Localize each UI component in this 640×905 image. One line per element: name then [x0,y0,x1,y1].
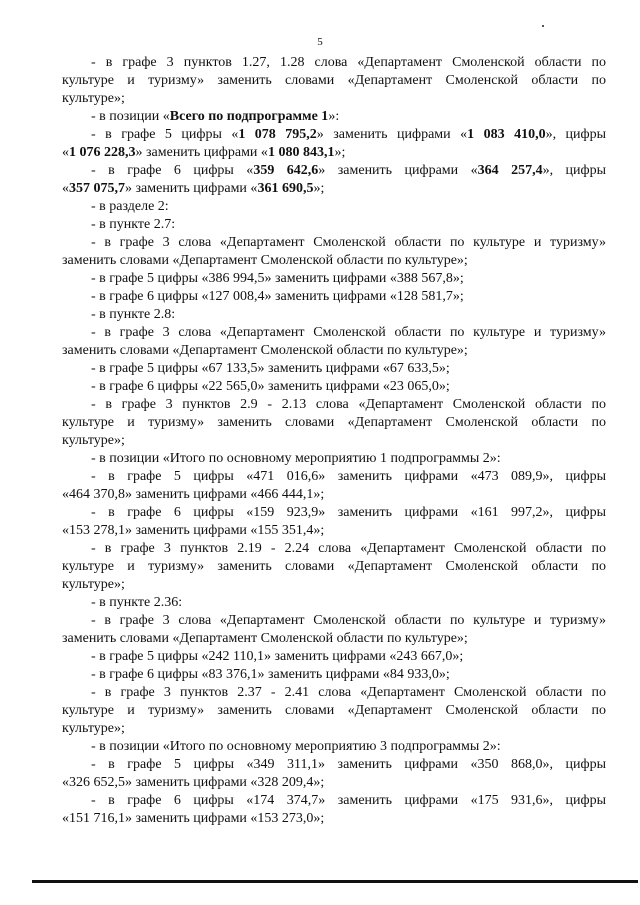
text-line [62,162,606,180]
text-segment: - в графе 3 слова «Департамент Смоленской области по культуре и туризму» [91,325,606,340]
text-line [62,54,606,72]
text-segment: культуре и туризму» заменить словами «Департамент Смоленской области по [62,559,606,574]
text-segment: - в графе 6 цифры «83 376,1» заменить цифрами «84 933,0»; [91,667,450,682]
text-segment: - в графе 3 пунктов 1.27, 1.28 слова «Департамент Смоленской области по [91,55,606,70]
text-line [62,702,606,720]
text-line [62,324,606,342]
text-segment: - в графе 6 цифры «159 923,9» заменить цифрами «161 997,2», цифры [91,505,606,520]
text-segment: заменить словами «Департамент Смоленской области по культуре»; [62,343,468,358]
text-segment: культуре и туризму» заменить словами «Департамент Смоленской области по [62,73,606,88]
text-segment: «153 278,1» заменить цифрами «155 351,4»; [62,523,325,538]
text-segment: - в графе 3 пунктов 2.37 - 2.41 слова «Департамент Смоленской области по [91,685,606,700]
bold-segment: 357 075,7 [69,181,125,196]
text-segment: « [62,145,69,160]
text-segment: - в графе 5 цифры «349 311,1» заменить цифрами «350 868,0», цифры [91,757,606,772]
text-segment: » заменить цифрами « [125,181,258,196]
text-segment: культуре и туризму» заменить словами «Департамент Смоленской области по [62,703,606,718]
bold-segment: Всего по подпрограмме 1 [169,109,329,124]
text-line [62,720,606,738]
text-segment: - в графе 6 цифры « [91,163,254,178]
text-segment: культуре»; [62,91,125,106]
text-segment: культуре»; [62,577,125,592]
text-segment: », цифры [545,127,607,142]
text-line [62,558,606,576]
text-line [62,126,606,144]
text-line [62,216,606,234]
text-segment: заменить словами «Департамент Смоленской области по культуре»; [62,631,468,646]
text-line [62,666,606,684]
text-line [62,360,606,378]
text-segment: - в графе 6 цифры «22 565,0» заменить цифрами «23 065,0»; [91,379,450,394]
bold-segment: 1 076 228,3 [69,145,136,160]
text-segment: - в позиции «Итого по основному мероприятию 3 подпрограммы 2»: [91,739,501,754]
text-segment: культуре и туризму» заменить словами «Департамент Смоленской области по [62,415,606,430]
page-number: 5 [317,36,323,48]
text-line [62,414,606,432]
text-segment: - в графе 3 слова «Департамент Смоленской области по культуре и туризму» [91,235,606,250]
document-body [62,54,606,828]
text-segment: »; [313,181,325,196]
bold-segment: 1 083 410,0 [467,127,546,142]
text-line [62,612,606,630]
text-line [62,306,606,324]
text-segment: - в графе 6 цифры «127 008,4» заменить цифрами «128 581,7»; [91,289,464,304]
text-line [62,180,606,198]
text-segment: «326 652,5» заменить цифрами «328 209,4»; [62,775,325,790]
text-segment: - в графе 6 цифры «174 374,7» заменить цифрами «175 931,6», цифры [91,793,606,808]
text-line [62,108,606,126]
text-line [62,774,606,792]
text-segment: - в графе 3 слова «Департамент Смоленской области по культуре и туризму» [91,613,606,628]
text-segment: » заменить цифрами « [135,145,268,160]
text-line [62,630,606,648]
text-segment: » заменить цифрами « [316,127,468,142]
text-segment: »; [334,145,346,160]
text-line [62,432,606,450]
text-line [62,288,606,306]
text-line [62,504,606,522]
text-line [62,792,606,810]
text-segment: - в графе 5 цифры «471 016,6» заменить цифрами «473 089,9», цифры [91,469,606,484]
text-segment: »: [328,109,340,124]
text-segment: - в позиции «Итого по основному мероприятию 1 подпрограммы 2»: [91,451,501,466]
text-segment: «151 716,1» заменить цифрами «153 273,0»; [62,811,325,826]
text-line [62,756,606,774]
text-segment: культуре»; [62,721,125,736]
text-segment: «464 370,8» заменить цифрами «466 444,1»; [62,487,325,502]
text-line [62,540,606,558]
text-line [62,810,606,828]
text-segment: « [62,181,69,196]
text-line [62,594,606,612]
text-line [62,342,606,360]
text-line [62,72,606,90]
text-line [62,576,606,594]
text-segment: - в графе 5 цифры «386 994,5» заменить цифрами «388 567,8»; [91,271,464,286]
scan-speck [542,25,544,27]
text-line [62,378,606,396]
text-segment: - в пункте 2.36: [91,595,183,610]
text-line [62,144,606,162]
text-line [62,522,606,540]
text-segment: - в разделе 2: [91,199,169,214]
bold-segment: 1 080 843,1 [267,145,335,160]
bold-segment: 364 257,4 [477,163,543,178]
bold-segment: 1 078 795,2 [238,127,317,142]
text-segment: - в графе 5 цифры «242 110,1» заменить цифрами «243 667,0»; [91,649,464,664]
text-line [62,252,606,270]
text-line [62,684,606,702]
text-line [62,90,606,108]
text-segment: - в графе 3 пунктов 2.9 - 2.13 слова «Департамент Смоленской области по [91,397,606,412]
footer-rule [32,880,638,883]
text-line [62,738,606,756]
text-line [62,648,606,666]
text-segment: - в пункте 2.8: [91,307,176,322]
text-line [62,234,606,252]
text-line [62,396,606,414]
text-segment: - в пункте 2.7: [91,217,176,232]
text-segment: - в графе 5 цифры « [91,127,239,142]
text-segment: - в позиции « [91,109,170,124]
text-segment: заменить словами «Департамент Смоленской области по культуре»; [62,253,468,268]
bold-segment: 359 642,6 [253,163,319,178]
text-segment: », цифры [542,163,607,178]
text-segment: - в графе 3 пунктов 2.19 - 2.24 слова «Департамент Смоленской области по [91,541,606,556]
text-segment: - в графе 5 цифры «67 133,5» заменить цифрами «67 633,5»; [91,361,450,376]
text-line [62,270,606,288]
text-line [62,198,606,216]
text-segment: » заменить цифрами « [318,163,478,178]
text-segment: культуре»; [62,433,125,448]
text-line [62,486,606,504]
bold-segment: 361 690,5 [257,181,314,196]
text-line [62,468,606,486]
text-line [62,450,606,468]
